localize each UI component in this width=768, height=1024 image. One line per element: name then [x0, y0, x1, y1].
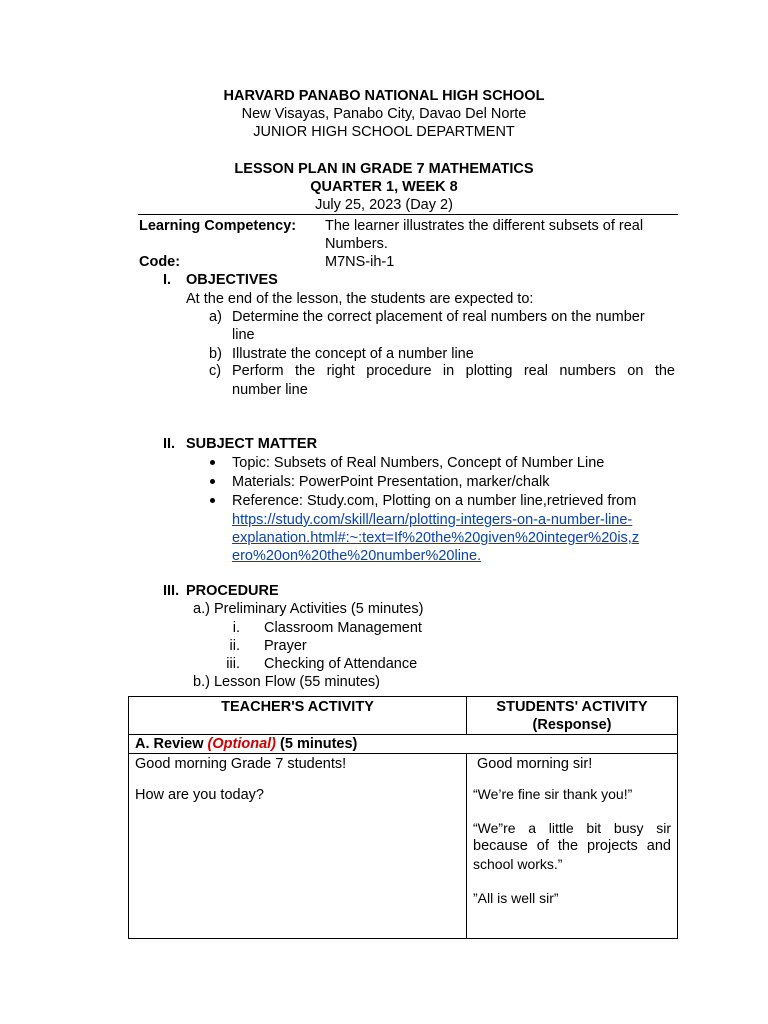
student-response-3-cont: because of the projects and	[473, 838, 671, 854]
materials-item: Materials: PowerPoint Presentation, marker/chalk	[232, 474, 550, 490]
reference-item: Reference: Study.com, Plotting on a number line,retrieved from	[232, 493, 637, 509]
prelim-item-classroom: Classroom Management	[264, 620, 422, 636]
student-response-2: “We’re fine sir thank you!”	[473, 786, 633, 802]
student-response-4: ”All is well sir”	[473, 890, 559, 906]
bullet-icon	[210, 479, 215, 484]
students-activity-header-sublabel: (Response)	[532, 717, 612, 733]
school-name: HARVARD PANABO NATIONAL HIGH SCHOOL	[223, 88, 545, 104]
prelim-item-attendance: Checking of Attendance	[264, 656, 418, 672]
subject-matter-number: II.	[163, 436, 176, 452]
topic-item: Topic: Subsets of Real Numbers, Concept of Number Line	[232, 455, 605, 471]
objective-item-3-cont: number line	[232, 382, 308, 398]
student-response-3-end: school works.”	[473, 856, 563, 872]
objective-item-2: Illustrate the concept of a number line	[232, 346, 474, 362]
quarter-week: QUARTER 1, WEEK 8	[310, 179, 458, 195]
review-row	[129, 735, 678, 754]
optional-tag: (Optional)	[207, 736, 276, 752]
bullet-icon	[210, 498, 215, 503]
objectives-intro: At the end of the lesson, the students are expected to:	[186, 291, 534, 307]
teacher-greeting: Good morning Grade 7 students!	[135, 756, 347, 772]
plan-title: LESSON PLAN IN GRADE 7 MATHEMATICS	[234, 161, 534, 177]
students-activity-header-label: STUDENTS' ACTIVITY	[496, 699, 648, 715]
review-label: A. Review	[135, 736, 208, 752]
objective-item-3: Perform the right procedure in plotting real numbers on the	[232, 363, 675, 379]
objective-item-1-cont: line	[232, 327, 255, 343]
subject-matter-heading: SUBJECT MATTER	[186, 436, 318, 452]
objectives-number: I.	[163, 272, 172, 288]
header-divider	[138, 214, 678, 215]
department: JUNIOR HIGH SCHOOL DEPARTMENT	[253, 124, 515, 140]
student-response-3: “We”re a little bit busy sir	[473, 820, 671, 836]
teacher-activity-header	[129, 697, 467, 735]
prelim-marker: iii.	[226, 656, 240, 672]
activity-table	[128, 696, 678, 939]
review-heading	[129, 735, 678, 754]
prelim-marker: ii.	[229, 638, 240, 654]
table-header-row	[129, 697, 678, 735]
students-activity-cell	[467, 754, 678, 939]
competency-text-1: The learner illustrates the different subsets of real	[325, 218, 644, 234]
preliminary-activities: a.) Preliminary Activities (5 minutes)	[193, 601, 424, 617]
table-row	[129, 754, 678, 939]
school-address: New Visayas, Panabo City, Davao Del Norte	[241, 106, 527, 122]
review-duration: (5 minutes)	[276, 736, 358, 752]
procedure-number: III.	[163, 583, 180, 599]
objectives-heading: OBJECTIVES	[186, 272, 278, 288]
objective-marker: b)	[209, 346, 222, 362]
prelim-item-prayer: Prayer	[264, 638, 307, 654]
lesson-date: July 25, 2023 (Day 2)	[315, 197, 453, 213]
bullet-icon	[210, 460, 215, 465]
prelim-marker: i.	[232, 620, 240, 636]
student-response-1: Good morning sir!	[477, 756, 593, 772]
reference-link-line-3[interactable]: ero%20on%20the%20number%20line.	[232, 548, 482, 564]
objective-item-1: Determine the correct placement of real numbers on the number	[232, 309, 645, 325]
code-value: M7NS-ih-1	[325, 254, 395, 270]
objective-marker: a)	[209, 309, 222, 325]
reference-link-line-1[interactable]: https://study.com/skill/learn/plotting-integers-on-a-number-line-	[232, 512, 633, 528]
competency-text-2: Numbers.	[325, 236, 388, 252]
teacher-activity-cell	[129, 754, 467, 939]
teacher-question: How are you today?	[135, 787, 264, 803]
teacher-activity-header-label: TEACHER'S ACTIVITY	[221, 699, 374, 715]
lesson-flow: b.) Lesson Flow (55 minutes)	[193, 674, 380, 690]
reference-link-line-2[interactable]: explanation.html#:~:text=If%20the%20given%20integer%20is,z	[232, 530, 640, 546]
objective-marker: c)	[209, 363, 222, 379]
competency-label: Learning Competency:	[139, 218, 297, 234]
procedure-heading: PROCEDURE	[186, 583, 279, 599]
code-label: Code:	[139, 254, 181, 270]
students-activity-header	[467, 697, 678, 735]
